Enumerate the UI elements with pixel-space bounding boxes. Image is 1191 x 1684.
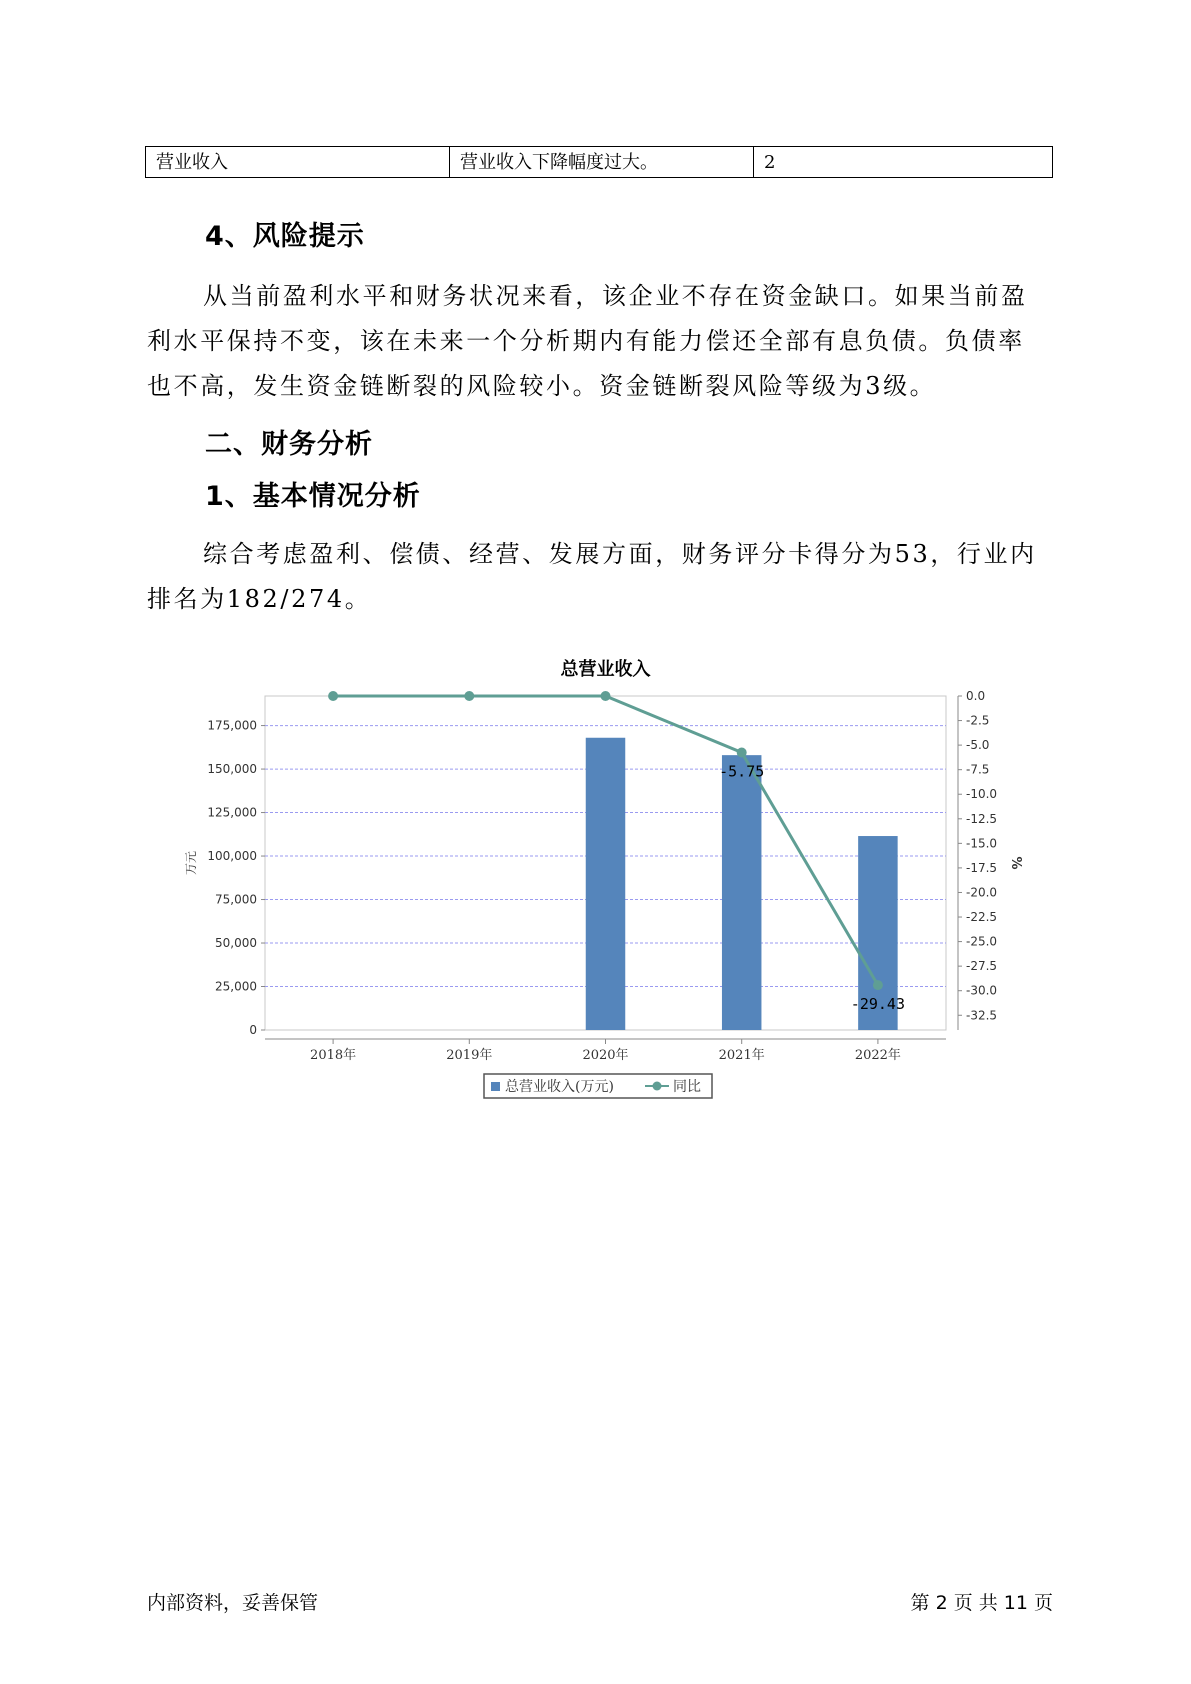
finance-paragraph: 综合考虑盈利、偿债、经营、发展方面，财务评分卡得分为53，行业内排名为182/274。	[147, 540, 1037, 613]
legend-line-label: 同比	[673, 1079, 701, 1095]
x-tick-label: 2020年	[582, 1048, 629, 1063]
subheading-basic: 1、基本情况分析	[205, 481, 421, 512]
legend-line-marker	[653, 1082, 662, 1091]
y2-tick-label: 0.0	[966, 689, 986, 703]
line-point	[464, 691, 474, 701]
y-tick-label: 75,000	[215, 892, 257, 907]
x-tick-label: 2018年	[310, 1048, 357, 1063]
line-point	[328, 691, 338, 701]
risk-paragraph: 从当前盈利水平和财务状况来看，该企业不存在资金缺口。如果当前盈利水平保持不变，该在未来一个分析期内有能力偿还全部有息负债。负债率也不高，发生资金链断裂的风险较小。资金链断裂风险等级为3级。	[147, 282, 1028, 400]
y-tick-label: 25,000	[215, 979, 257, 994]
y2-tick-label: -10.0	[966, 787, 998, 802]
y2-tick-label: -22.5	[966, 910, 998, 925]
y-tick-label: 175,000	[207, 718, 257, 733]
y-tick-label: 150,000	[207, 762, 257, 777]
x-tick-label: 2022年	[854, 1048, 901, 1063]
section-heading-risk: 4、风险提示	[205, 221, 365, 252]
y2-tick-label: -15.0	[966, 836, 998, 851]
legend-bar-swatch	[491, 1082, 500, 1091]
y2-tick-label: -27.5	[966, 959, 998, 974]
y-tick-label: 100,000	[207, 849, 257, 864]
legend-bar-label: 总营业收入(万元)	[505, 1079, 614, 1095]
table-cell-desc: 营业收入下降幅度过大。	[450, 147, 754, 178]
y2-tick-label: -17.5	[966, 860, 998, 875]
y-tick-label: 50,000	[215, 936, 257, 951]
data-label: -29.43	[850, 995, 905, 1014]
y2-tick-label: -32.5	[966, 1008, 998, 1023]
y2-tick-label: -7.5	[966, 762, 990, 777]
y2-tick-label: -20.0	[966, 885, 998, 900]
x-tick-label: 2021年	[718, 1048, 765, 1063]
line-point	[737, 747, 747, 757]
y-axis-title: 万元	[184, 850, 198, 876]
y2-tick-label: -2.5	[966, 713, 990, 728]
y-tick-label: 0	[249, 1023, 257, 1037]
data-label: -5.75	[719, 762, 765, 781]
table-cell-level: 2	[754, 147, 1053, 178]
y2-tick-label: -30.0	[966, 983, 998, 998]
y2-tick-label: -25.0	[966, 934, 998, 949]
x-tick-label: 2019年	[446, 1048, 493, 1063]
y2-tick-label: -12.5	[966, 811, 998, 826]
footer-note: 内部资料，妥善保管	[147, 1592, 319, 1614]
bar	[586, 738, 625, 1030]
y-tick-label: 125,000	[207, 805, 257, 820]
page-number: 第 2 页 共 11 页	[910, 1592, 1053, 1614]
y2-axis-title: %	[1008, 856, 1023, 870]
chart-title: 总营业收入	[560, 659, 651, 680]
bar	[722, 755, 761, 1030]
line-point	[601, 691, 611, 701]
y2-tick-label: -5.0	[966, 738, 990, 753]
section-heading-finance: 二、财务分析	[205, 429, 373, 460]
line-point	[873, 980, 883, 990]
table-cell-item: 营业收入	[146, 147, 450, 178]
